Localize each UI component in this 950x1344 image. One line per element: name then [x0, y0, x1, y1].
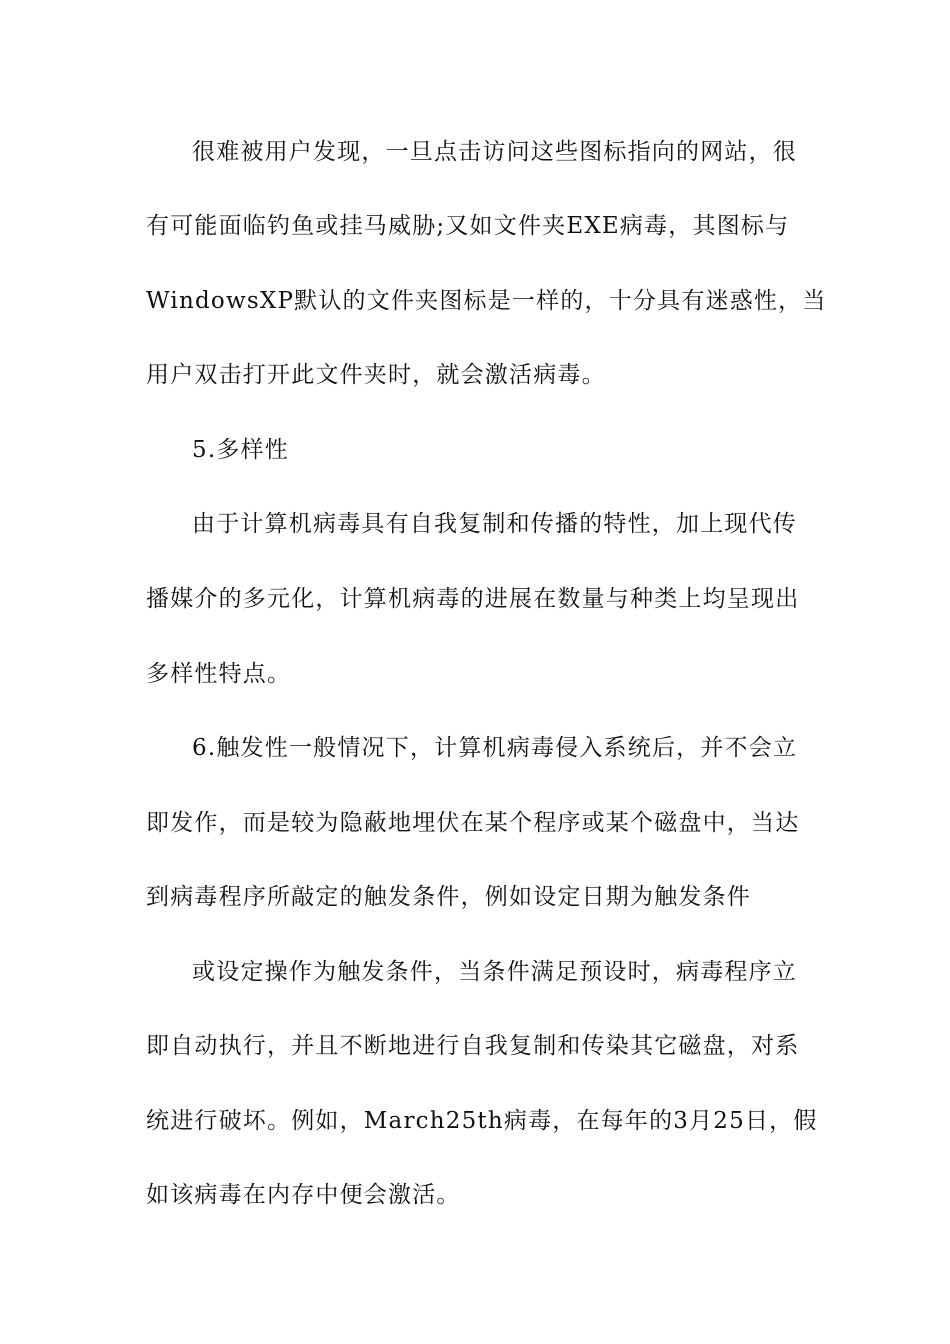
paragraph-line: 很难被用户发现，一旦点击访问这些图标指向的网站，很 — [192, 139, 797, 165]
paragraph-line: 用户双击打开此文件夹时，就会激活病毒。 — [146, 362, 606, 388]
section-heading: 6.触发性一般情况下，计算机病毒侵入系统后，并不会立 — [192, 735, 798, 761]
paragraph-line: 播媒介的多元化，计算机病毒的进展在数量与种类上均呈现出 — [146, 586, 800, 612]
paragraph-line: WindowsXP默认的文件夹图标是一样的，十分具有迷惑性，当 — [146, 288, 827, 314]
section-heading: 5.多样性 — [192, 437, 289, 463]
paragraph-line: 如该病毒在内存中便会激活。 — [146, 1182, 461, 1208]
paragraph-line: 统进行破坏。例如，March25th病毒，在每年的3月25日，假 — [146, 1108, 818, 1134]
paragraph-line: 到病毒程序所敲定的触发条件，例如设定日期为触发条件 — [146, 884, 751, 910]
paragraph-line: 由于计算机病毒具有自我复制和传播的特性，加上现代传 — [192, 511, 797, 537]
paragraph-line: 即自动执行，并且不断地进行自我复制和传染其它磁盘，对系 — [146, 1033, 800, 1059]
paragraph-line: 或设定操作为触发条件，当条件满足预设时，病毒程序立 — [192, 959, 797, 985]
paragraph-line: 即发作，而是较为隐蔽地埋伏在某个程序或某个磁盘中，当达 — [146, 810, 800, 836]
paragraph-line: 有可能面临钓鱼或挂马威胁;又如文件夹EXE病毒，其图标与 — [146, 213, 790, 239]
paragraph-line: 多样性特点。 — [146, 661, 292, 687]
